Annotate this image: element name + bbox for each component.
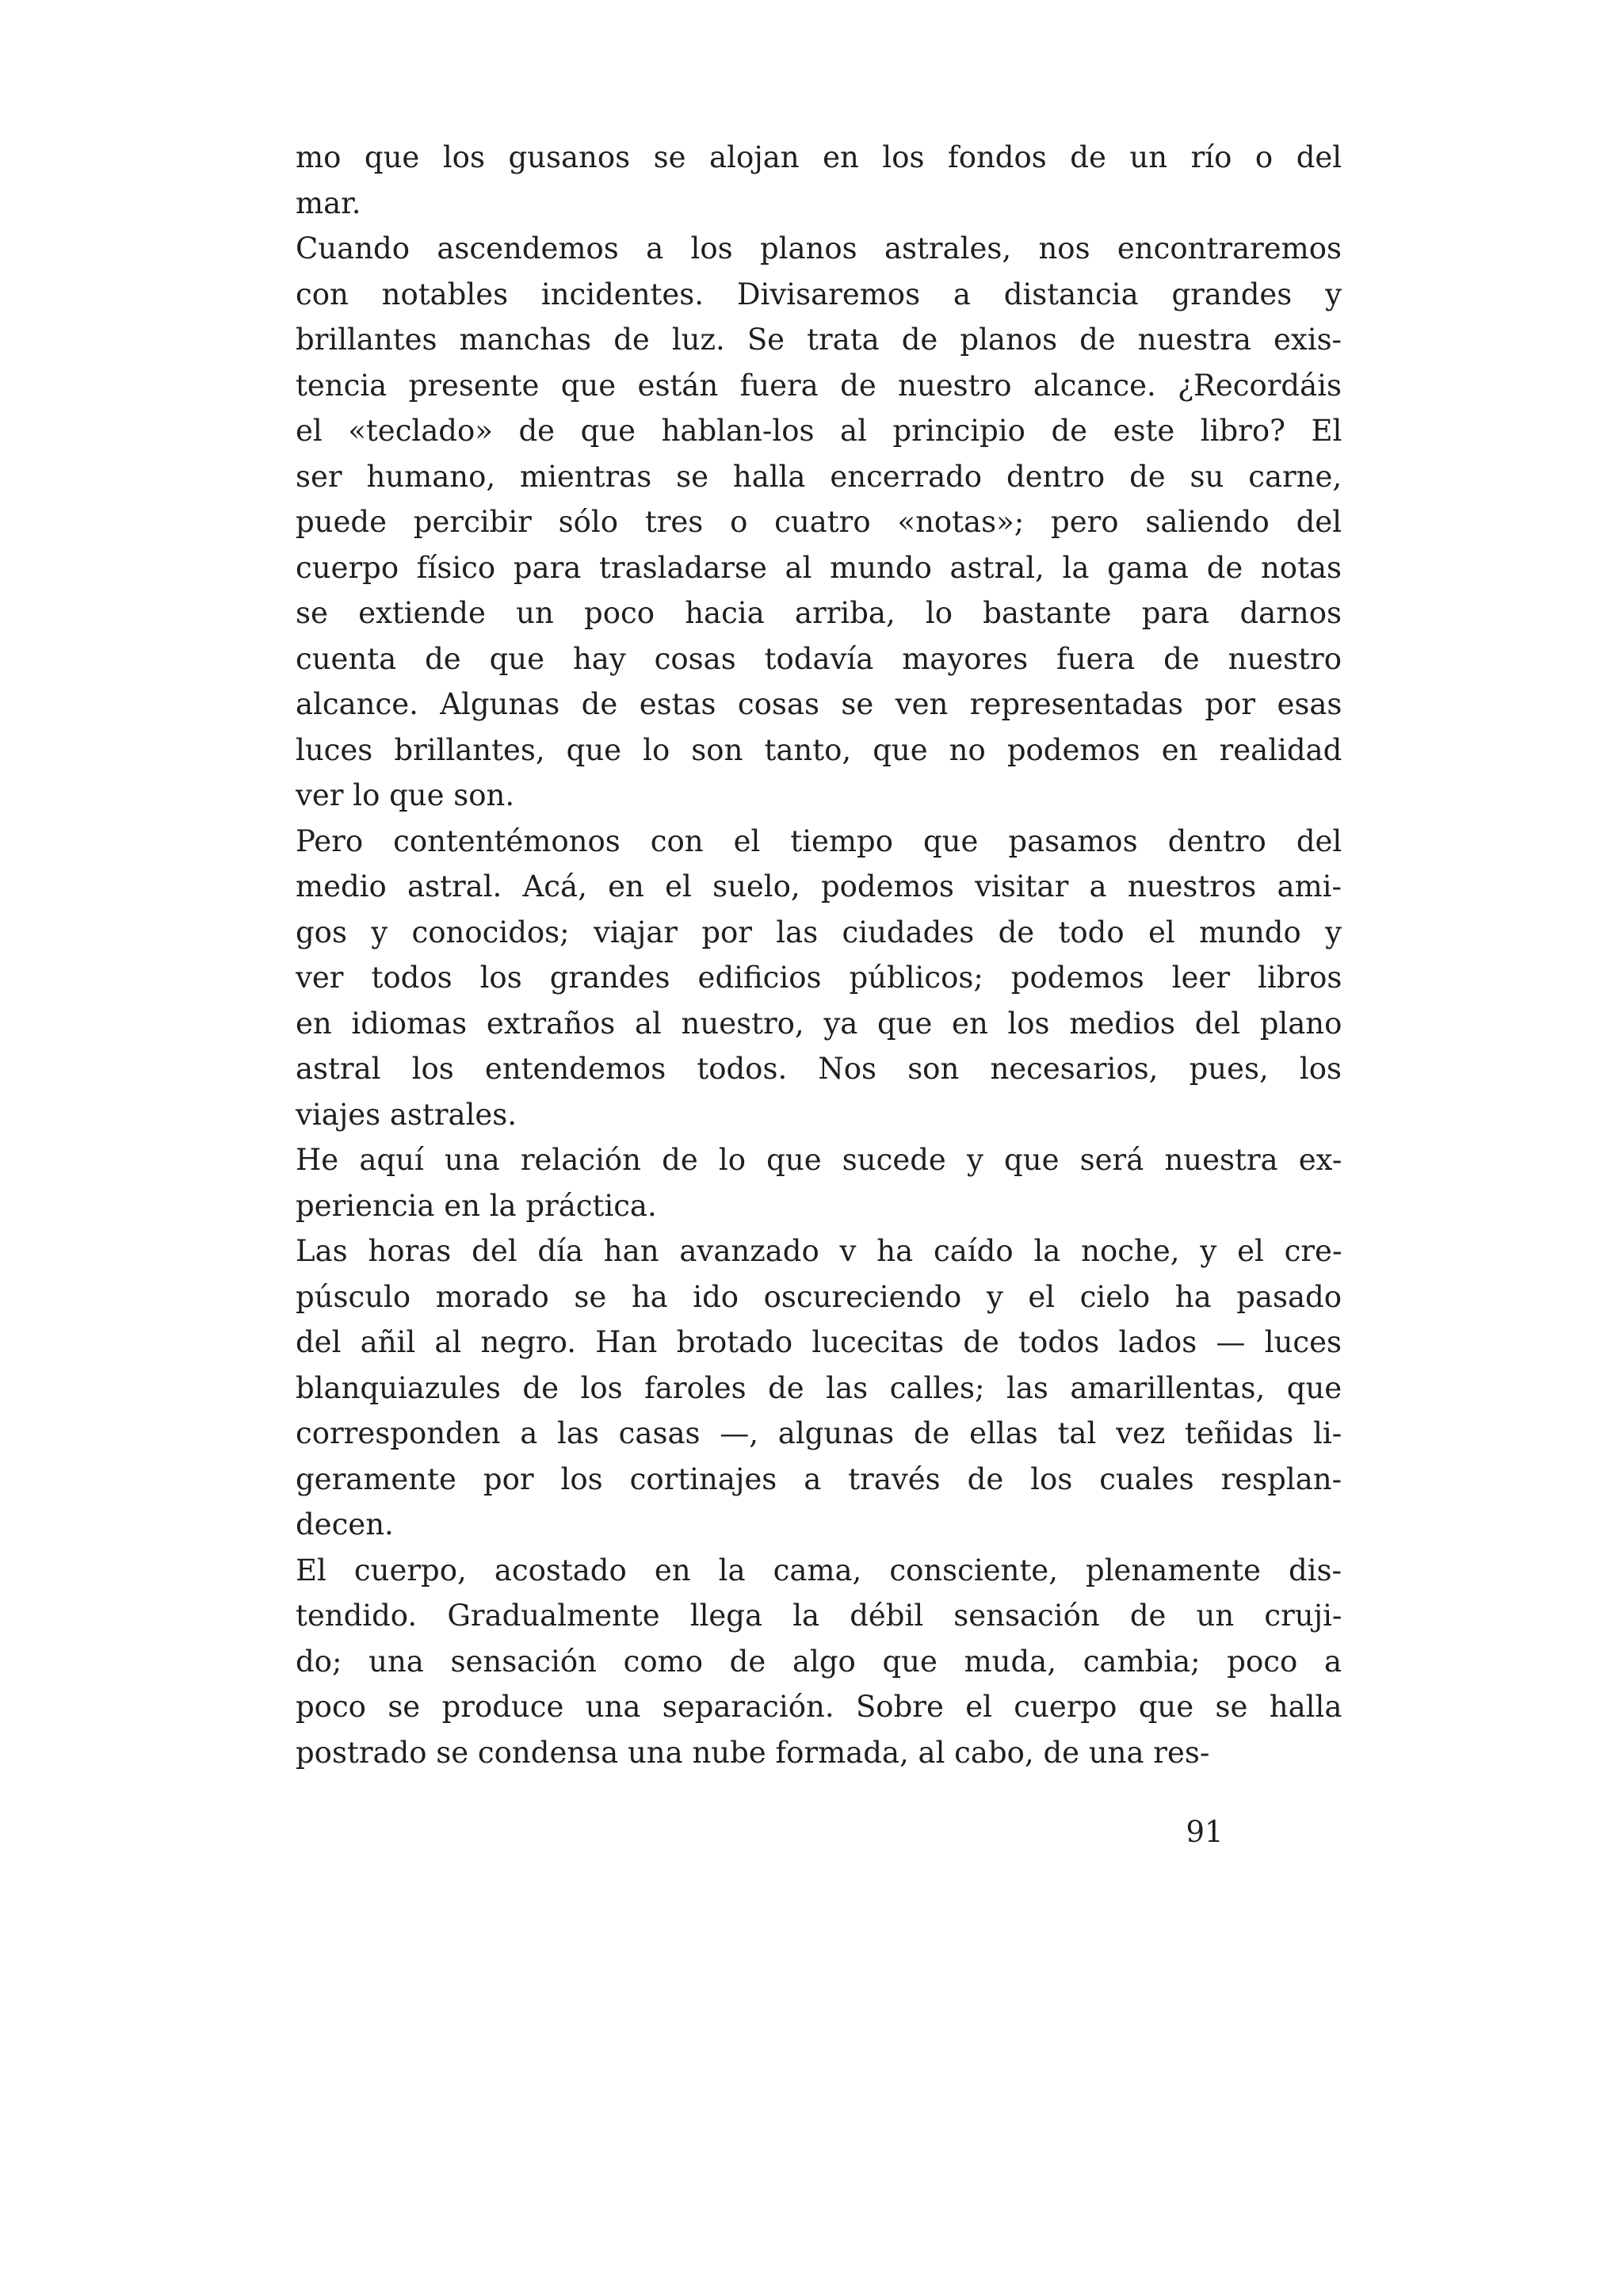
text-line: poco se produce una separación. Sobre el cuerpo que se halla [296,1690,1342,1724]
text-line: geramente por los cortinajes a través de los cuales resplan- [296,1461,1342,1496]
text-line: el «teclado» de que hablan-los al principio de este libro? El [296,414,1342,448]
page-number: 91 [1186,1815,1224,1849]
text-line: gos y conocidos; viajar por las ciudades de todo el mundo y [296,915,1342,949]
text-line: en idiomas extraños al nuestro, ya que en los medios del plano [296,1006,1342,1041]
text-line: medio astral. Acá, en el suelo, podemos visitar a nuestros ami- [296,869,1342,904]
text-line: mar. [296,185,361,220]
text-line: astral los entendemos todos. Nos son necesarios, pues, los [296,1052,1342,1086]
text-line: ver todos los grandes edificios públicos; podemos leer libros [296,961,1342,995]
text-line: mo que los gusanos se alojan en los fondos de un río o del [296,140,1342,174]
text-line: tendido. Gradualmente llega la débil sensación de un cruji- [296,1599,1342,1633]
body-text [296,135,1342,1775]
text-line: cuenta de que hay cosas todavía mayores fuera de nuestro [296,641,1342,676]
text-line: púsculo morado se ha ido oscureciendo y el cielo ha pasado [296,1279,1342,1314]
text-line: ver lo que son. [296,778,515,812]
text-line: viajes astrales. [296,1097,517,1132]
text-line: El cuerpo, acostado en la cama, consciente, plenamente dis- [296,1553,1342,1587]
text-line: se extiende un poco hacia arriba, lo bastante para darnos [296,596,1342,630]
text-line: alcance. Algunas de estas cosas se ven representadas por esas [296,687,1342,721]
text-line: periencia en la práctica. [296,1188,657,1223]
text-line: do; una sensación como de algo que muda, cambia; poco a [296,1644,1342,1679]
text-line: postrado se condensa una nube formada, al cabo, de una res- [296,1735,1210,1770]
text-line: He aquí una relación de lo que sucede y que será nuestra ex- [296,1143,1342,1177]
text-line: luces brillantes, que lo son tanto, que no podemos en realidad [296,732,1342,767]
text-line: con notables incidentes. Divisaremos a distancia grandes y [296,277,1342,311]
text-line: Cuando ascendemos a los planos astrales, nos encontraremos [296,231,1342,266]
text-line: brillantes manchas de luz. Se trata de planos de nuestra exis- [296,323,1342,357]
text-line: cuerpo físico para trasladarse al mundo astral, la gama de notas [296,550,1342,585]
text-line: corresponden a las casas —, algunas de ellas tal vez teñidas li- [296,1416,1342,1450]
text-line: ser humano, mientras se halla encerrado dentro de su carne, [296,459,1342,494]
text-line: del añil al negro. Han brotado lucecitas de todos lados — luces [296,1325,1342,1359]
text-line: Las horas del día han avanzado v ha caído la noche, y el cre- [296,1234,1342,1268]
text-line: decen. [296,1507,394,1541]
text-line: puede percibir sólo tres o cuatro «notas»; pero saliendo del [296,505,1342,539]
text-line: tencia presente que están fuera de nuestro alcance. ¿Recordáis [296,368,1342,403]
text-line: blanquiazules de los faroles de las calles; las amarillentas, que [296,1370,1342,1405]
text-line: Pero contentémonos con el tiempo que pasamos dentro del [296,823,1342,858]
